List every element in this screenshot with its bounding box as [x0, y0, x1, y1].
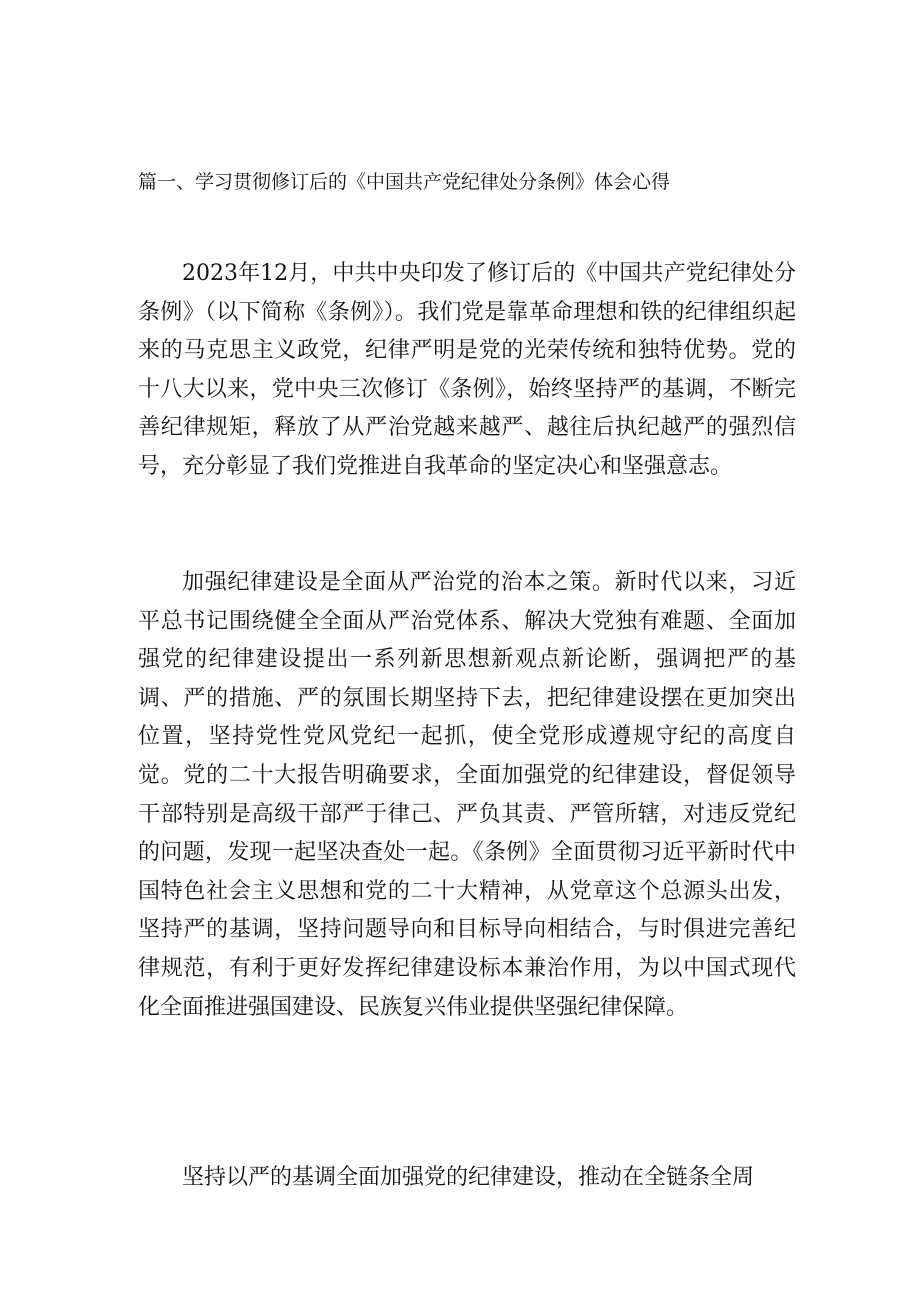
document-title: 篇一、学习贯彻修订后的《中国共产党纪律处分条例》体会心得 [138, 171, 671, 193]
body-paragraph-2: 加强纪律建设是全面从严治党的治本之策。新时代以来，习近平总书记围绕健全全面从严治党体系、解决大党独有难题、全面加强党的纪律建设提出一系列新思想新观点新论断，强调把严的基调、严的措施、严的氛围长期坚持下去，把纪律建设摆在更加突出位置，坚持党性党风党纪一起抓，使全党形成遵规守纪的高度自觉。党的二十大报告明确要求，全面加强党的纪律建设，督促领导干部特别是高级干部严于律己、严负其责、严管所辖，对违反党纪的问题，发现一起坚决查处一起。《条例》全面贯彻习近平新时代中国特色社会主义思想和党的二十大精神，从党章这个总源头出发，坚持严的基调，坚持问题导向和目标导向相结合，与时俱进完善纪律规范，有利于更好发挥纪律建设标本兼治作用，为以中国式现代化全面推进强国建设、民族复兴伟业提供坚强纪律保障。 [138, 570, 796, 1020]
body-paragraph-1: 2023年12月，中共中央印发了修订后的《中国共产党纪律处分条例》（以下简称《条例》）。我们党是靠革命理想和铁的纪律组织起来的马克思主义政党，纪律严明是党的光荣传统和独特优势。党的十八大以来，党中央三次修订《条例》，始终坚持严的基调，不断完善纪律规矩，释放了从严治党越来越严、越往后执纪越严的强烈信号，充分彰显了我们党推进自我革命的坚定决心和坚强意志。 [138, 261, 796, 479]
body-paragraph-3: 坚持以严的基调全面加强党的纪律建设，推动在全链条全周 [182, 1165, 755, 1190]
